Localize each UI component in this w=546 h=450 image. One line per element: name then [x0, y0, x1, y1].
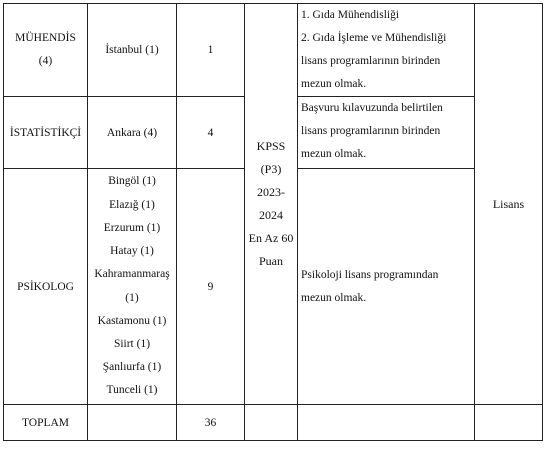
- requirement-line: 1. Gıda Mühendisliği: [301, 9, 400, 21]
- exam-line: Puan: [259, 254, 283, 268]
- total-count-cell: 36: [177, 405, 245, 441]
- province-cell: [88, 4, 177, 97]
- position-quota: (4): [38, 55, 53, 67]
- province-item: Tunceli (1): [106, 384, 158, 397]
- requirement-line: mezun olmak.: [301, 291, 367, 304]
- total-empty-cell: [245, 405, 298, 441]
- province-item: (1): [125, 291, 139, 304]
- position-name: İSTATİSTİKÇİ: [9, 126, 82, 139]
- total-empty-cell: [475, 405, 543, 441]
- requirement-cell: [298, 97, 475, 169]
- province-item: Hatay (1): [110, 245, 154, 258]
- positions-table: [3, 3, 543, 441]
- position-cell: [4, 169, 88, 405]
- province-item: Kastamonu (1): [97, 314, 167, 327]
- count-cell: 1: [177, 4, 245, 97]
- province-item: Bingöl (1): [108, 175, 156, 188]
- exam-cell: [245, 4, 298, 405]
- position-name: MÜHENDİS: [15, 32, 76, 44]
- position-cell: [4, 97, 88, 169]
- count-cell: 9: [177, 169, 245, 405]
- position-cell: [4, 4, 88, 97]
- province-item: Ankara (4): [106, 126, 158, 139]
- requirement-cell: [298, 169, 475, 405]
- province-item: Kahramanmaraş: [94, 268, 170, 281]
- province-item: Şanlıurfa (1): [102, 361, 162, 374]
- exam-line: KPSS: [256, 139, 286, 153]
- count-cell: 4: [177, 97, 245, 169]
- table-row-total: [4, 405, 543, 441]
- requirement-line: lisans programlarının birinden: [301, 125, 441, 137]
- province-item: Elazığ (1): [109, 198, 155, 211]
- position-name: PSİKOLOG: [17, 280, 74, 293]
- requirement-line: mezun olmak.: [301, 78, 367, 90]
- exam-line: 2024: [259, 208, 283, 222]
- province-cell: [88, 97, 177, 169]
- requirement-line: Psikoloji lisans programından: [301, 268, 439, 281]
- province-item: İstanbul (1): [105, 44, 159, 56]
- total-label-cell: TOPLAM: [4, 405, 88, 441]
- requirement-line: lisans programlarının birinden: [301, 55, 441, 67]
- province-item: Siirt (1): [113, 337, 151, 350]
- table-row-muhendis: [4, 4, 543, 97]
- province-item: Erzurum (1): [103, 221, 161, 234]
- exam-line: En Az 60: [248, 231, 294, 245]
- exam-line: 2023-: [257, 185, 285, 199]
- education-cell: Lisans: [475, 4, 543, 405]
- requirement-line: mezun olmak.: [301, 148, 367, 160]
- exam-line: (P3): [260, 162, 282, 176]
- requirement-line: Başvuru kılavuzunda belirtilen: [301, 102, 443, 114]
- total-empty-cell: [88, 405, 177, 441]
- requirement-cell: [298, 4, 475, 97]
- province-cell: [88, 169, 177, 405]
- total-empty-cell: [298, 405, 475, 441]
- requirement-line: 2. Gıda İşleme ve Mühendisliği: [301, 32, 447, 44]
